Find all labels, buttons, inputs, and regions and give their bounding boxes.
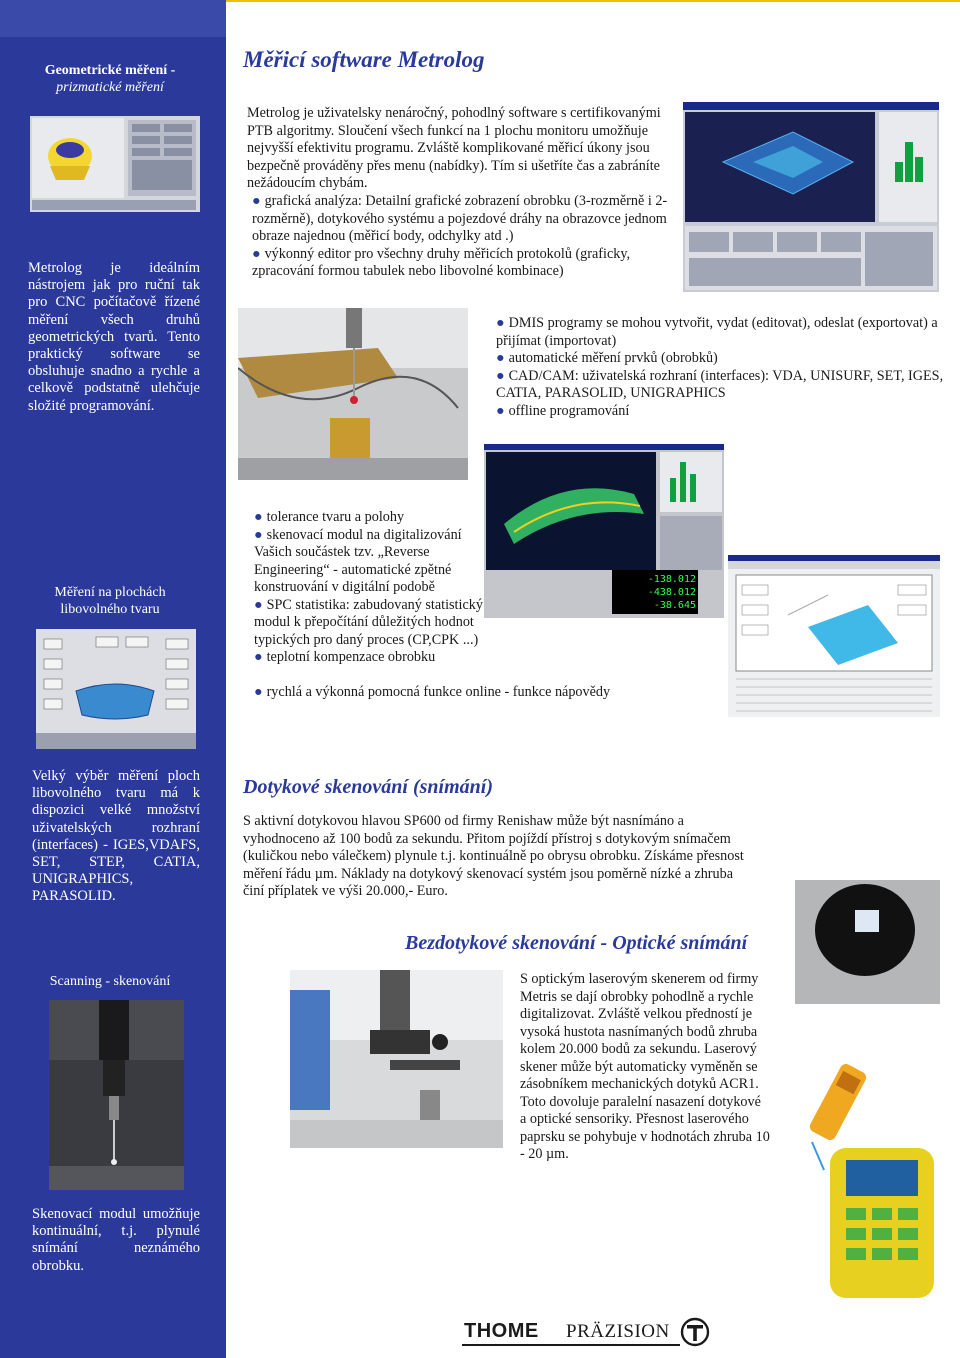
top-band (226, 0, 960, 37)
sidebar-text-scanning: Skenovací modul umožňuje kontinuální, t.j. plynulé snímání neznámého obrobku. (32, 1206, 200, 1274)
sidebar-title-freeform-line2: libovolného tvaru (60, 602, 160, 617)
logo-t-emblem-icon (680, 1317, 710, 1347)
bullet-dot-icon: ● (252, 193, 261, 209)
bullet-spc-text: SPC statistika: zabudovaný statistický modul k přepočítání důležitých hodnot typických pro daný proces (CP,CPK ...) (254, 596, 483, 648)
bullet-online-help-text: rychlá a výkonná pomocná funkce online - funkce nápovědy (266, 684, 611, 700)
bullet-auto-measure-text: automatické měření prvků (obrobků) (508, 350, 718, 366)
readout-value-1: -138.012 (647, 574, 696, 585)
text-metrolog-intro: Metrolog je uživatelsky nenáročný, pohodlný software s certifikovanými PTB algoritmy. Sloučení všech funkcí na 1 plochu monitoru umožňuje nejvyšší efektivitu programu. Zvláště komplikované měřicí úkony jsou bezpečně prováděny přes menu (nabídky). Tím si ušetříte čas a zabráníte nežádoucím chybám. (247, 105, 661, 191)
logo-text-right: PRÄZISION (566, 1321, 670, 1342)
bullet-dmis (496, 315, 946, 350)
bullets-section1-top (252, 193, 677, 281)
bullet-cad-cam-text: CAD/CAM: uživatelská rozhraní (interfaces): VDA, UNISURF, SET, IGES, CATIA, PARASOLID, UNIGRAPHICS (496, 367, 944, 401)
readout-value-2: -438.012 (647, 587, 696, 598)
bullet-protocol-editor (252, 246, 677, 281)
top-accent-line (226, 0, 960, 2)
bullet-tolerance-text: tolerance tvaru a polohy (266, 509, 405, 525)
bullet-offline-text: offline programování (508, 402, 630, 419)
bullet-dot-icon: ● (496, 350, 505, 366)
bullets-section2-wide (254, 684, 734, 702)
sidebar-text-interfaces: Velký výběr měření ploch libovolného tvaru má k dispozici velké množství uživatelských rozhraní (interfaces) - IGES,VDAFS, SET, STEP, CATIA, UNIGRAPHICS, PARASOLID. (32, 768, 200, 905)
bullet-scanning-module (254, 527, 484, 597)
bullet-cad-cam (496, 368, 946, 403)
logo-text-left: THOME (464, 1320, 539, 1342)
screenshot-freeform-surfaces (36, 629, 196, 749)
bullet-dmis-text: DMIS programy se mohou vytvořit, vydat (editovat), odeslat (exportovat) a přijímat (importovat) (496, 315, 938, 349)
bullet-graphic-analysis (252, 193, 677, 246)
photo-scanning-probe (49, 1000, 184, 1190)
bullet-scanning-module-text: skenovací modul na digitalizování Vašich součástek tzv. „Reverse Engineering“ - automatické zpětné konstruování v digitální podobě (254, 526, 462, 595)
bullet-dot-icon: ● (252, 245, 261, 262)
sidebar-top-strip (0, 0, 226, 37)
coordinate-readout (616, 573, 696, 612)
bullet-protocol-editor-text: výkonný editor pro všechny druhy měřicích protokolů (graficky, zpracování formou tabulek nebo libovolné kombinace) (252, 245, 631, 279)
heading-metrolog-software: Měřicí software Metrolog (243, 47, 485, 72)
bullet-dot-icon: ● (254, 526, 263, 543)
sidebar-title-scanning-label: Scanning - skenování (49, 974, 171, 989)
bullets-section1-bottom (496, 315, 946, 420)
bullet-dot-icon: ● (496, 315, 505, 331)
bullet-temperature (254, 649, 484, 667)
logo-underline (462, 1344, 680, 1346)
heading-optical-scanning: Bezdotykové skenování - Optické snímání (405, 932, 748, 954)
bullets-section2-narrow (254, 509, 484, 667)
bullet-spc (254, 597, 484, 650)
screenshot-measurement-report (728, 555, 940, 717)
screenshot-metrolog-main (683, 102, 939, 292)
heading-touch-scanning: Dotykové skenování (snímání) (243, 776, 493, 798)
sidebar-title-freeform (20, 584, 200, 618)
bullet-dot-icon: ● (254, 509, 263, 525)
photo-scanned-phones (790, 1052, 940, 1302)
sidebar-title-line1: Geometrické měření - (44, 63, 176, 78)
screenshot-prismatic-measurement (30, 116, 200, 212)
thome-prazision-logo (462, 1316, 712, 1348)
bullet-dot-icon: ● (254, 596, 263, 613)
bullet-dot-icon: ● (254, 684, 263, 700)
text-optical-scanning: S optickým laserovým skenerem od firmy Metris se dají obrobky pohodlně a rychle digitalizovat. Zvláště velkou předností je vysoká hustota nasnímaných bodů zhruba kolem 20.000 bodů za sekundu. Laserový skener může být automaticky vyměněn se zásobníkem mechanických dotyků ACR1. Toto dovoluje paralelní nasazení dotykové a optické sensoriky. Přesnost laserového paprsku se pohybuje v hodnotách zhruba 10 - 20 µm. (520, 971, 770, 1162)
sidebar-title-scanning (20, 973, 200, 990)
bullet-auto-measure (496, 350, 946, 368)
bullet-dot-icon: ● (496, 402, 505, 419)
readout-value-3: -38.645 (653, 600, 696, 611)
photo-touch-probe-part (238, 308, 468, 480)
bullet-offline (496, 403, 946, 421)
bullet-online-help (254, 684, 734, 702)
sidebar-text-intro: Metrolog je ideálním nástrojem jak pro ruční tak pro CNC počítačově řízené měření všech druhů geometrických tvarů. Tento praktický software se obsluhuje snadno a rychle a celkově podstatně ulehčuje složité programování. (28, 260, 200, 414)
bullet-graphic-analysis-text: grafická analýza: Detailní grafické zobrazení obrobku (3-rozměrně i 2-rozměrně), dotykového systému a pojezdové dráhy na obrazovce jednom obraze najednou (měřicí body, odchylky atd .) (252, 193, 668, 244)
sidebar-title-line2: prizmatické měření (56, 80, 164, 95)
bullet-tolerance (254, 509, 484, 527)
sidebar-title-freeform-line1: Měření na plochách (54, 585, 166, 600)
photo-laser-scanner-head (795, 880, 940, 1004)
text-touch-scanning: S aktivní dotykovou hlavou SP600 od firmy Renishaw může být nasnímáno a vyhodnoceno až 100 bodů za sekundu. Přitom pojíždí přístroj s dotykovým snímačem (kuličkou nebo válečkem) plynule t.j. kontinuálně po obrysu obrobku. Získáme přesnost měření řádu µm. Náklady na dotykový skenovací systém jsou poměrně nízké a zhruba činí příplatek ve výši 20.000,- Euro. (243, 813, 744, 899)
sidebar-title-geometric (20, 62, 200, 96)
photo-scanning-stylus (290, 970, 503, 1148)
bullet-temperature-text: teplotní kompenzace obrobku (266, 649, 436, 665)
bullet-dot-icon: ● (254, 649, 263, 665)
bullet-dot-icon: ● (496, 367, 505, 384)
screenshot-reverse-engineering (484, 444, 724, 618)
